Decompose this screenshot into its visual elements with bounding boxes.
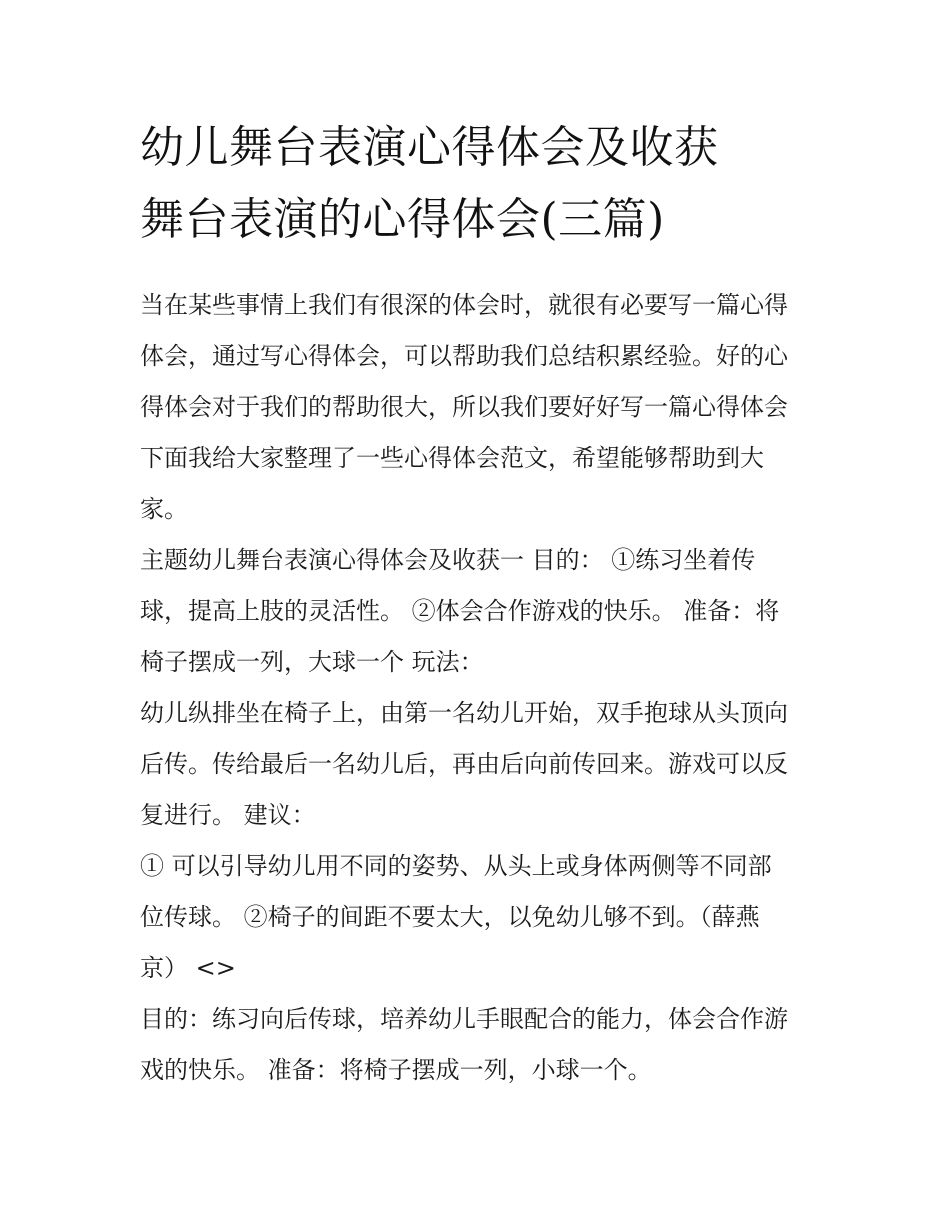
text-line: 目的：练习向后传球，培养幼儿手眼配合的能力，体会合作游 (140, 1005, 788, 1033)
paragraph-suggestion (140, 841, 820, 994)
text-line: 位传球。 ②椅子的间距不要太大，以免幼儿够不到。（薛燕 (140, 903, 760, 931)
text-line: 戏的快乐。 准备：将椅子摆成一列，小球一个。 (140, 1056, 652, 1084)
paragraph-intro (140, 280, 820, 535)
text-line: 京） <> (140, 954, 236, 982)
paragraph-play (140, 688, 820, 841)
text-line: ① 可以引导幼儿用不同的姿势、从头上或身体两侧等不同部 (140, 852, 772, 880)
title-line: 舞台表演的心得体会(三篇) (140, 194, 665, 245)
text-line: 椅子摆成一列，大球一个 玩法： (140, 648, 484, 676)
text-line: 当在某些事情上我们有很深的体会时，就很有必要写一篇心得 (140, 291, 788, 319)
paragraph-goal-2 (140, 994, 820, 1096)
text-line: 下面我给大家整理了一些心得体会范文，希望能够帮助到大 (140, 444, 764, 472)
text-line: 球，提高上肢的灵活性。 ②体会合作游戏的快乐。 准备：将 (140, 597, 780, 625)
text-line: 复进行。 建议： (140, 801, 316, 829)
text-line: 后传。传给最后一名幼儿后，再由后向前传回来。游戏可以反 (140, 750, 788, 778)
text-line: 家。 (140, 495, 188, 523)
text-line: 得体会对于我们的帮助很大，所以我们要好好写一篇心得体会 (140, 393, 788, 421)
text-line: 体会，通过写心得体会，可以帮助我们总结积累经验。好的心 (140, 342, 788, 370)
text-line: 幼儿纵排坐在椅子上，由第一名幼儿开始，双手抱球从头顶向 (140, 699, 788, 727)
title-line: 幼儿舞台表演心得体会及收获 (140, 122, 719, 173)
paragraph-goal (140, 535, 820, 688)
document-body (140, 280, 820, 1096)
text-line: 主题幼儿舞台表演心得体会及收获一 目的： ①练习坐着传 (140, 546, 756, 574)
document-title (140, 112, 830, 256)
